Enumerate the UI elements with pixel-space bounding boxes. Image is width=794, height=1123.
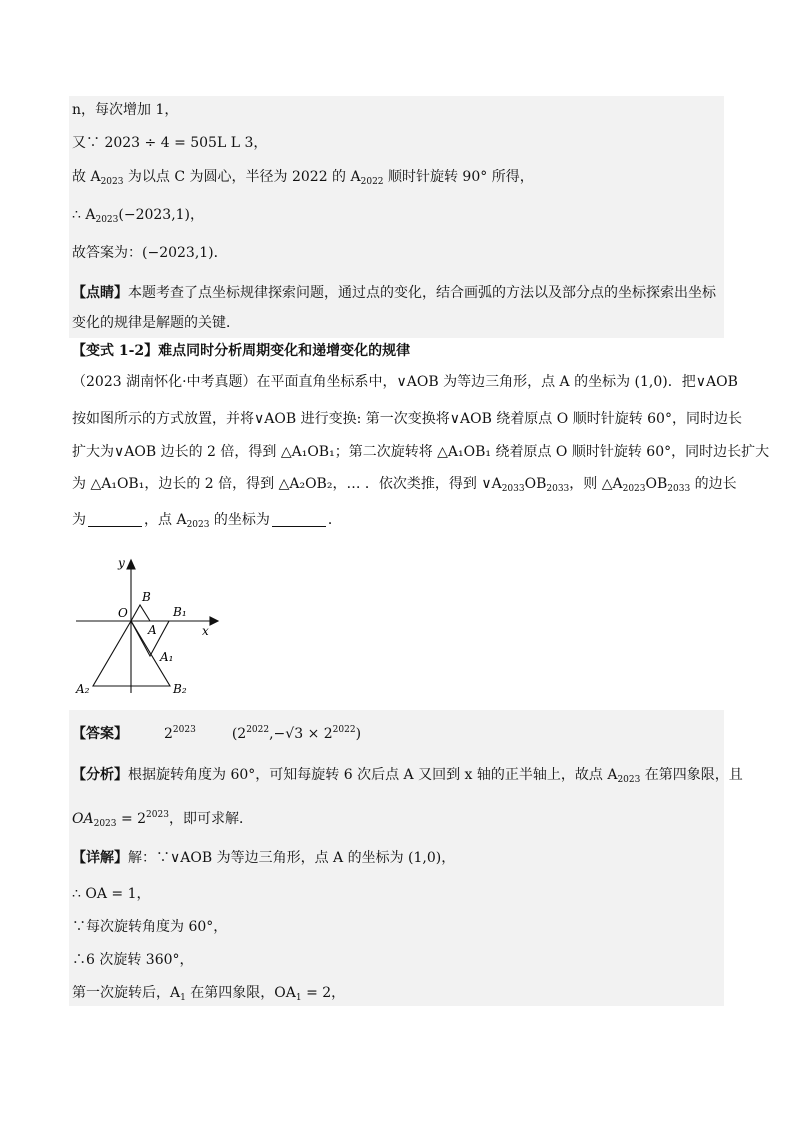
rotation-diagram [70,553,230,698]
label-a1: A₁ [160,650,174,664]
answer-tag: 【答案】 [72,726,128,742]
detail-line: ∵每次旋转角度为 60°， [72,919,228,935]
problem-line: （2023 湖南怀化·中考真题）在平面直角坐标系中，∨AOB 为等边三角形，点 A 的坐标为 (1,0)．把∨AOB [72,374,738,390]
variant-heading: 【变式 1-2】难点同时分析周期变化和递增变化的规律 [72,343,411,359]
analysis-line: $OA_{2023} = 2^{2023}$，即可求解． [72,810,253,829]
label-a2: A₂ [76,682,90,696]
remark-tag: 【点睛】 [72,285,128,301]
answer-line: 【答案】 $2^{2023}$ $(2^{2022},-√3 \times 2^{2022})$ [72,725,362,742]
text-line: ∴ $A_{2023}(-2023,1)$， [72,207,205,225]
triangle-aob [131,605,150,621]
problem-line: 扩大为∨AOB 边长的 2 倍，得到 △A₁OB₁；第二次旋转将 △A₁OB₁ 绕着原点 O 顺时针旋转 60°，同时边长扩大 [72,444,770,460]
text-line: 变化的规律是解题的关键． [72,315,240,331]
problem-line: 按如图所示的方式放置，并将∨AOB 进行变换: 第一次变换将∨AOB 绕着原点 O 顺时针旋转 60°，同时边长 [72,411,742,427]
y-axis-arrow [127,560,135,569]
detail-line: ∴6 次旋转 360°， [72,952,194,968]
label-a: A [148,623,157,637]
problem-line: 为 ，点 $A_{2023}$ 的坐标为 ． [72,512,342,530]
label-b2: B₂ [173,682,187,696]
analysis-line: 【分析】根据旋转角度为 60°，可知每旋转 6 次后点 A 又回到 x 轴的正半轴上，故点 $A_{2023}$ 在第四象限，且 [72,767,743,785]
label-b: B [142,590,151,604]
detail-tag: 【详解】 [72,850,128,866]
detail-line: ∴ OA = 1， [72,886,151,902]
analysis-tag: 【分析】 [72,767,128,783]
text-line: 又∵ 2023 ÷ 4 = 505L L 3， [72,135,268,151]
detail-line: 【详解】解：∵∨AOB 为等边三角形，点 A 的坐标为 (1,0)， [72,850,456,866]
text-line: 故 $A_{2023}$ 为以点 C 为圆心，半径为 2022 的 $A_{2022}$ 顺时针旋转 90° 所得， [72,169,534,187]
answer-blank-1 [88,512,142,527]
text-line: n，每次增加 1， [72,102,179,118]
text-line: 故答案为：(−2023,1)． [72,245,228,261]
label-o: O [118,606,128,620]
remark-line: 【点睛】本题考查了点坐标规律探索问题，通过点的变化，结合画弧的方法以及部分点的坐标探索出坐标 [72,285,716,301]
label-x: x [202,624,209,638]
answer-blank-2 [272,512,326,527]
label-b1: B₁ [173,605,187,619]
x-axis-arrow [210,617,218,625]
detail-line: 第一次旋转后，$A_1$ 在第四象限，$OA_1 = 2$， [72,985,346,1003]
label-y: y [118,556,125,570]
problem-line: 为 △A₁OB₁，边长的 2 倍，得到 △A₂OB₂，… ．依次类推，得到 $\vee A_{2033}OB_{2033}$，则 $\triangle A_{2023}OB_{2033}$ 的边长 [72,476,737,494]
